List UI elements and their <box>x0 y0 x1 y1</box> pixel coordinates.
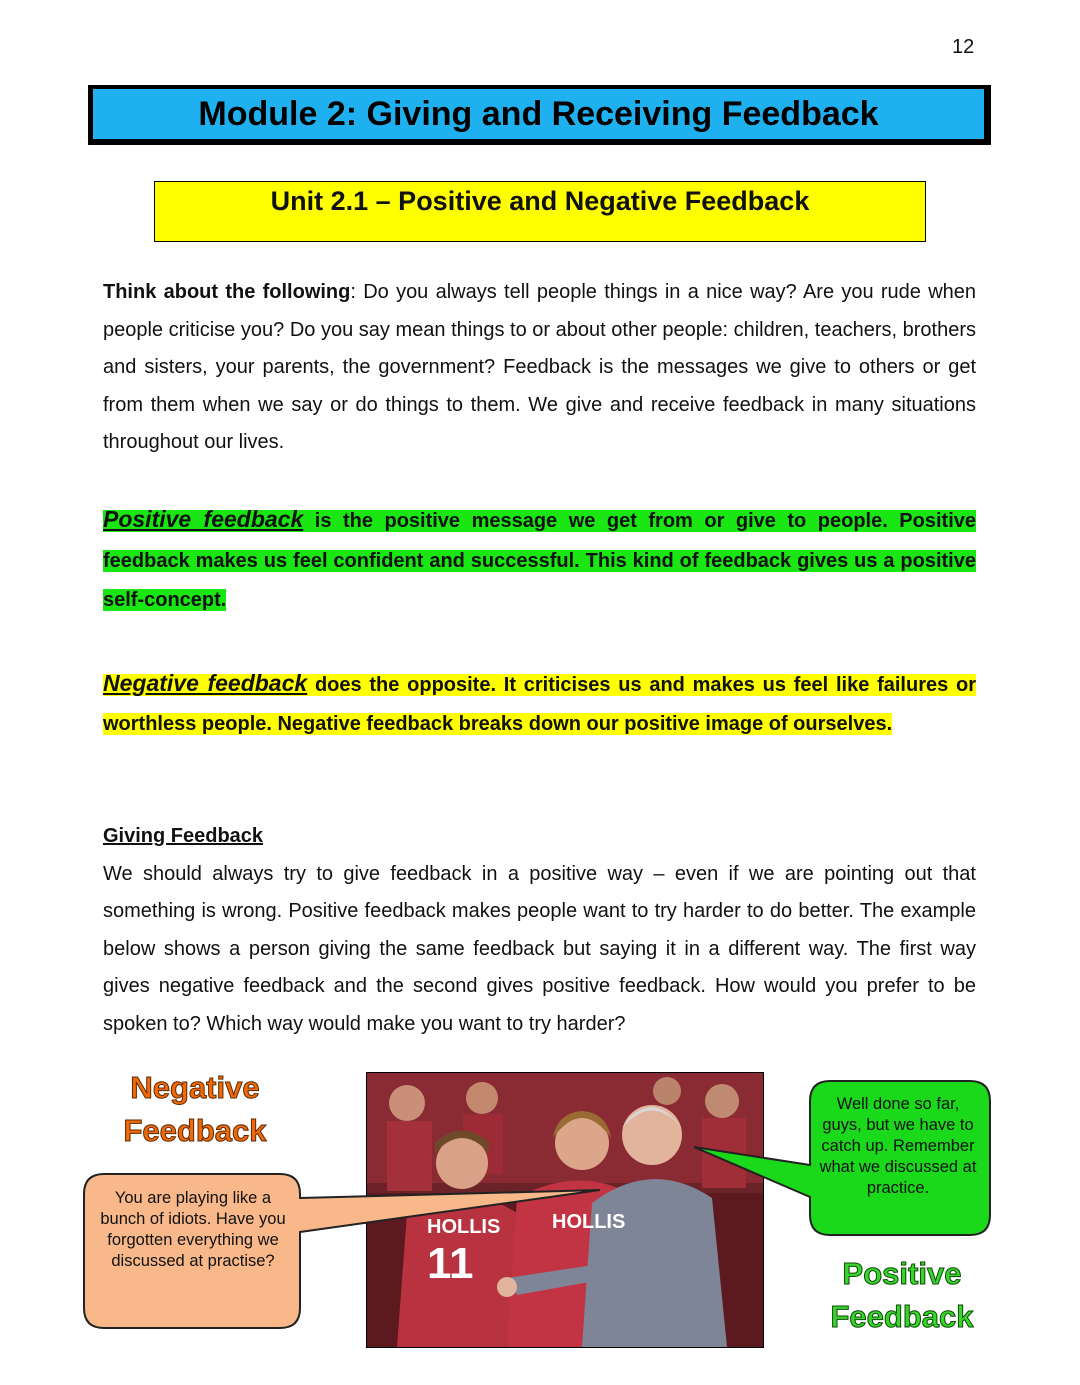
negative-bubble-text: You are playing like a bunch of idiots. Have you forgotten everything we discussed at practise? <box>100 1189 286 1270</box>
negative-definition <box>103 664 976 744</box>
giving-feedback-section <box>103 818 976 1043</box>
module-banner <box>88 85 991 145</box>
negative-text: does the opposite. It criticises us and makes us feel like failures or worthless people. Negative feedback breaks down our positive image of ourselves. <box>103 674 976 735</box>
giving-text: We should always try to give feedback in a positive way – even if we are pointing out that something is wrong. Positive feedback makes people want to try harder to do better. The example below shows a person giving the same feedback but saying it in a different way. The first way gives negative feedback and the second gives positive feedback. How would you prefer to be spoken to? Which way would make you want to try harder? <box>103 862 976 1035</box>
giving-heading: Giving Feedback <box>103 825 264 847</box>
unit-title: Unit 2.1 – Positive and Negative Feedback <box>270 186 810 216</box>
intro-text: : Do you always tell people things in a nice way? Are you rude when people criticise you? Do you say mean things to or about other people: children, teachers, brothers and sisters, your parents, the government? Feedback is the messages we give to others or get from them when we say or do things to them. We give and receive feedback in many situations throughout our lives. <box>103 281 977 453</box>
positive-text: is the positive message we get from or give to people. Positive feedback makes us feel confident and successful. This kind of feedback gives us a positive self-concept. <box>103 510 976 611</box>
negative-term: Negative feedback <box>103 670 308 696</box>
negative-feedback-label: Negative Feedback <box>123 1070 267 1148</box>
positive-definition <box>103 500 976 621</box>
jersey-text-left: HOLLIS <box>427 1216 501 1238</box>
intro-paragraph <box>103 274 976 462</box>
jersey-text-middle: HOLLIS <box>552 1211 626 1233</box>
positive-feedback-label: Positive Feedback <box>830 1256 974 1334</box>
module-title: Module 2: Giving and Receiving Feedback <box>198 94 879 133</box>
positive-bubble-text: Well done so far, guys, but we have to catch up. Remember what we discussed at practice. <box>819 1095 977 1197</box>
unit-banner <box>154 181 926 242</box>
jersey-number: 11 <box>427 1239 474 1288</box>
page-number: 12 <box>952 36 975 58</box>
positive-term: Positive feedback <box>103 506 304 532</box>
intro-lead: Think about the following <box>103 281 351 303</box>
